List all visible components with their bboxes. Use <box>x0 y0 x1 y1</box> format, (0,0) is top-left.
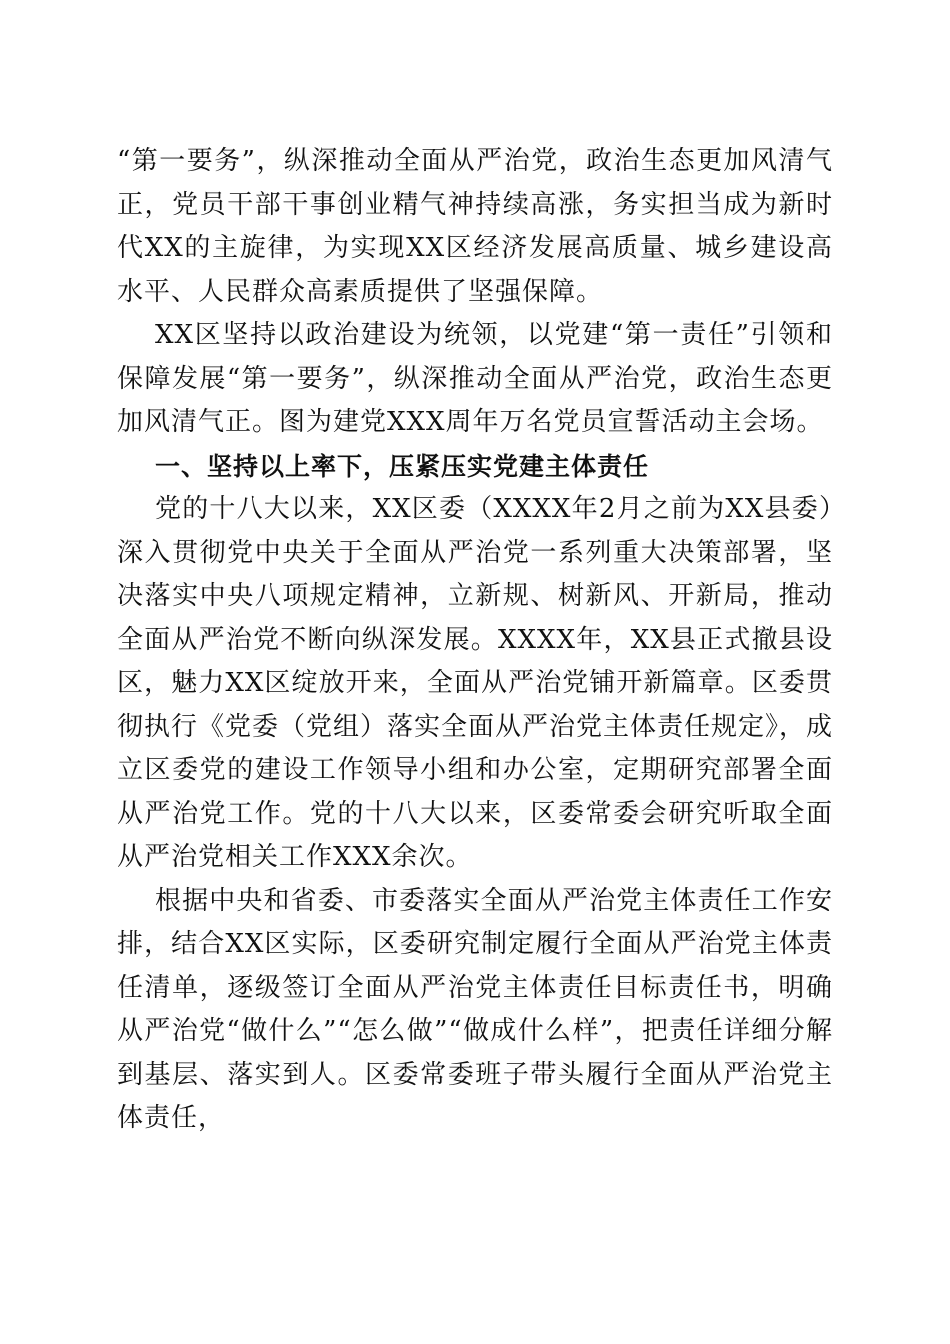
section-heading-1: 一、坚持以上率下，压紧压实党建主体责任 <box>155 451 650 481</box>
paragraph-3: 党的十八大以来，XX区委（XXXX年2月之前为XX县委）深入贯彻党中央关于全面从严治党一系列重大决策部署，坚决落实中央八项规定精神，立新规、树新风、开新局，推动全面从严治党不断向纵深发展。XXXX年，XX县正式撤县设区，魅力XX区绽放开来，全面从严治党铺开新篇章。区委贯彻执行《党委（党组）落实全面从严治党主体责任规定》，成立区委党的建设工作领导小组和办公室，定期研究部署全面从严治党工作。党的十八大以来，区委常委会研究听取全面从严治党相关工作XXX余次。 <box>117 494 834 872</box>
paragraph-4: 根据中央和省委、市委落实全面从严治党主体责任工作安排，结合XX区实际，区委研究制定履行全面从严治党主体责任清单，逐级签订全面从严治党主体责任目标责任书，明确从严治党“做什么”“怎么做”“做成什么样”，把责任详细分解到基层、落实到人。区委常委班子带头履行全面从严治党主体责任， <box>117 885 833 1133</box>
paragraph-1: “第一要务”，纵深推动全面从严治党，政治生态更加风清气正，党员干部干事创业精气神持续高涨，务实担当成为新时代XX的主旋律，为实现XX区经济发展高质量、城乡建设高水平、人民群众高素质提供了坚强保障。 <box>117 146 833 307</box>
document-body <box>117 140 833 1141</box>
paragraph-2: XX区坚持以政治建设为统领，以党建“第一责任”引领和保障发展“第一要务”，纵深推动全面从严治党，政治生态更加风清气正。图为建党XXX周年万名党员宣誓活动主会场。 <box>117 320 833 437</box>
